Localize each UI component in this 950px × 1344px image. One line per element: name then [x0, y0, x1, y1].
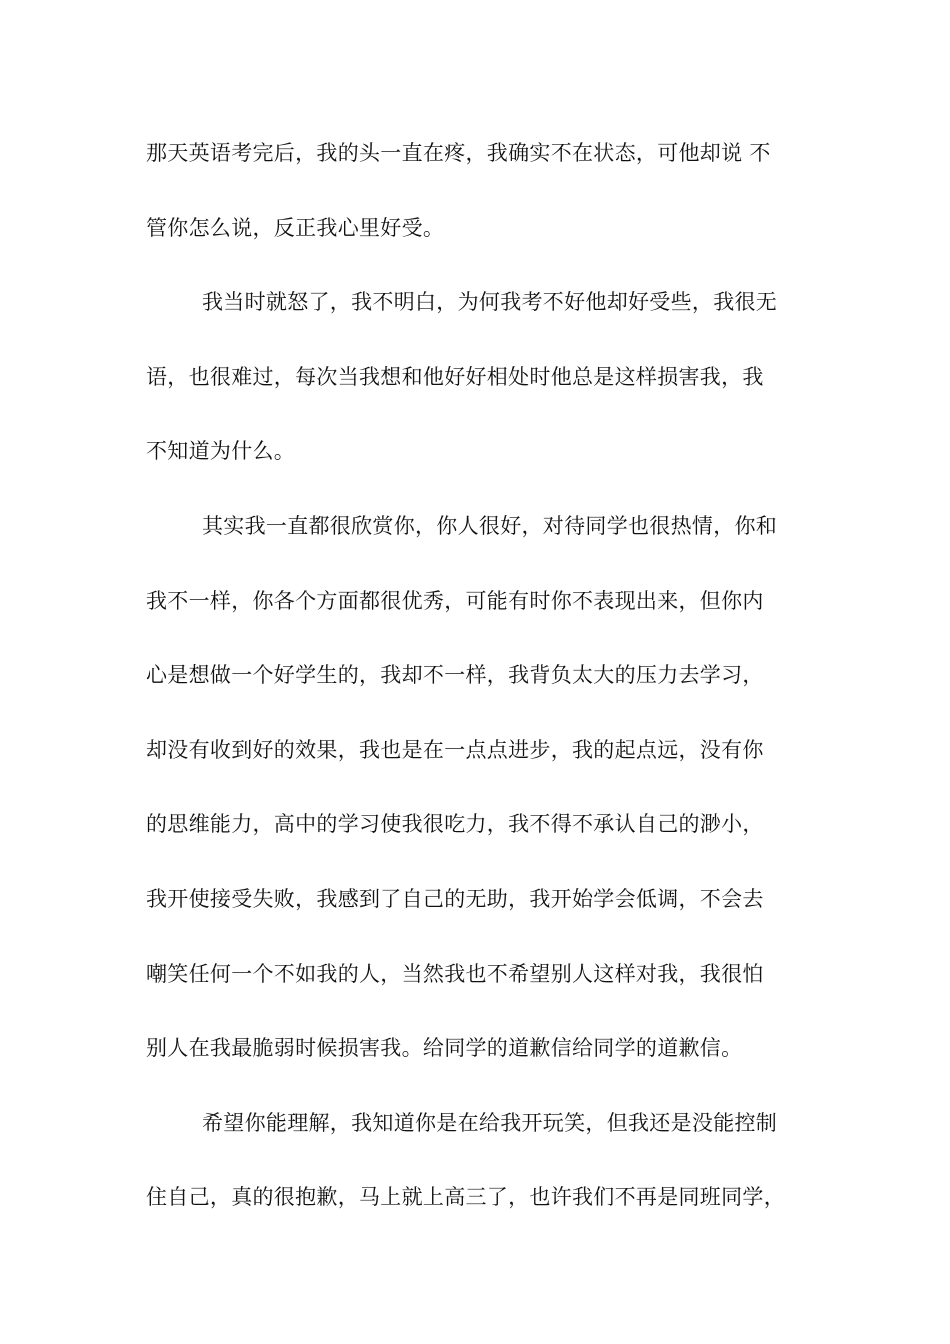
text-line: 住自己，真的很抱歉，马上就上高三了，也许我们不再是同班同学，	[146, 1185, 785, 1210]
text-line: 我开使接受失败，我感到了自己的无助，我开始学会低调，不会去	[146, 886, 764, 911]
text-line: 却没有收到好的效果，我也是在一点点进步，我的起点远，没有你	[146, 737, 764, 762]
text-line: 不知道为什么。	[146, 439, 296, 464]
text-line: 那天英语考完后，我的头一直在疼，我确实不在状态，可他却说 不	[146, 141, 771, 165]
text-line: 的思维能力，高中的学习使我很吃力，我不得不承认自己的渺小，	[146, 812, 764, 837]
text-line: 心是想做一个好学生的，我却不一样，我背负太大的压力去学习，	[146, 663, 764, 688]
text-line: 希望你能理解，我知道你是在给我开玩笑，但我还是没能控制	[202, 1110, 778, 1135]
text-line: 语，也很难过，每次当我想和他好好相处时他总是这样损害我，我	[146, 364, 764, 389]
text-line: 嘲笑任何一个不如我的人，当然我也不希望别人这样对我，我很怕	[146, 961, 764, 986]
text-line: 管你怎么说，反正我心里好受。	[146, 215, 445, 240]
text-line: 其实我一直都很欣赏你，你人很好，对待同学也很热情，你和	[202, 513, 778, 538]
text-line: 我当时就怒了，我不明白，为何我考不好他却好受些，我很无	[202, 290, 778, 315]
text-line: 我不一样，你各个方面都很优秀，可能有时你不表现出来，但你内	[146, 588, 764, 613]
text-line: 别人在我最脆弱时候损害我。给同学的道歉信给同学的道歉信。	[146, 1036, 743, 1061]
document-body	[146, 130, 836, 1249]
